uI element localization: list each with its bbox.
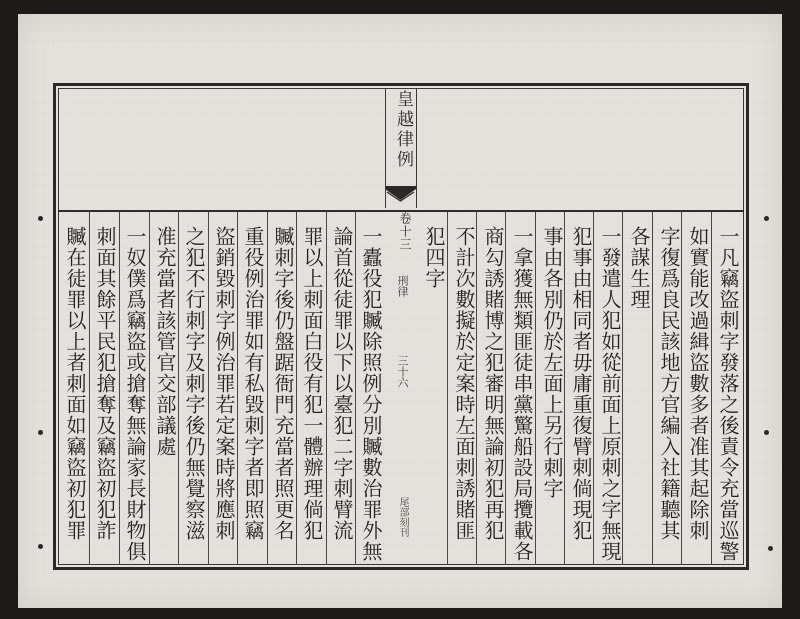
text-column: 一拿獲無類匪徒串黨驚船設局攬載各 bbox=[510, 226, 534, 562]
volume-label: 卷十三 bbox=[398, 212, 412, 251]
text-column: 事由各別仍於左面上另行刺字 bbox=[540, 226, 564, 499]
column-rule bbox=[89, 212, 90, 565]
text-column: 字復爲良民該地方官編入社籍聽其 bbox=[657, 226, 681, 541]
section-label: 刑律 bbox=[396, 275, 409, 297]
text-column: 一凡竊盜刺字發落之後責令充當巡警 bbox=[716, 226, 740, 562]
column-rule bbox=[119, 212, 120, 565]
text-column: 贓在徒罪以上者刺面如竊盜初犯罪 bbox=[63, 226, 87, 541]
text-column: 贓刺字後仍盤踞衙門充當者照更名 bbox=[271, 226, 295, 541]
spine-rule-right bbox=[416, 88, 417, 208]
binding-hole bbox=[38, 544, 43, 549]
binding-hole bbox=[764, 430, 769, 435]
text-column: 論首從徒罪以下以臺犯二字刺臂流 bbox=[330, 226, 354, 541]
binding-hole bbox=[764, 216, 769, 221]
book-title: 皇越律例 bbox=[393, 90, 413, 170]
text-column: 之犯不行刺字及刺字後仍無覺察滋 bbox=[182, 226, 206, 541]
text-column: 如實能改過緝盜數多者准其起除刺 bbox=[686, 226, 710, 541]
text-column: 不計次數擬於定案時左面刺誘賭匪 bbox=[452, 226, 476, 541]
text-column: 商勾誘賭博之犯審明無論初犯再犯 bbox=[481, 226, 505, 541]
text-column: 犯四字 bbox=[422, 226, 446, 289]
text-column: 准充當者該管官交部議處 bbox=[153, 226, 177, 457]
text-column: 一蠹役犯贓除照例分別贓數治罪外無 bbox=[359, 226, 383, 562]
text-column: 刺面其餘平民犯搶奪及竊盜初犯詐 bbox=[93, 226, 117, 541]
text-column: 犯事由相同者毋庸重復臂刺倘現犯 bbox=[569, 226, 593, 541]
column-rule bbox=[267, 212, 268, 565]
column-rule bbox=[326, 212, 327, 565]
text-column: 各謀生理 bbox=[627, 226, 651, 310]
binding-hole bbox=[38, 430, 43, 435]
folio-number: 三十六 bbox=[396, 355, 409, 388]
text-column: 一奴僕爲竊盜或搶奪無論家長財物俱 bbox=[123, 226, 147, 562]
fishtail-mark bbox=[385, 186, 416, 202]
text-column: 盜銷毀刺字例治罪若定案時將應刺 bbox=[212, 226, 236, 541]
text-column: 重役例治罪如有私毀刺字者即照竊 bbox=[241, 226, 265, 541]
text-column: 一發遣人犯如從前面上原刺之字無現 bbox=[598, 226, 622, 562]
column-rule bbox=[149, 212, 150, 565]
binding-hole bbox=[38, 216, 43, 221]
carver-mark: 尾部刻刊 bbox=[397, 497, 408, 537]
binding-hole bbox=[768, 546, 773, 551]
column-rule bbox=[208, 212, 209, 565]
text-column: 罪以上刺面白役有犯一體辦理倘犯 bbox=[300, 226, 324, 541]
